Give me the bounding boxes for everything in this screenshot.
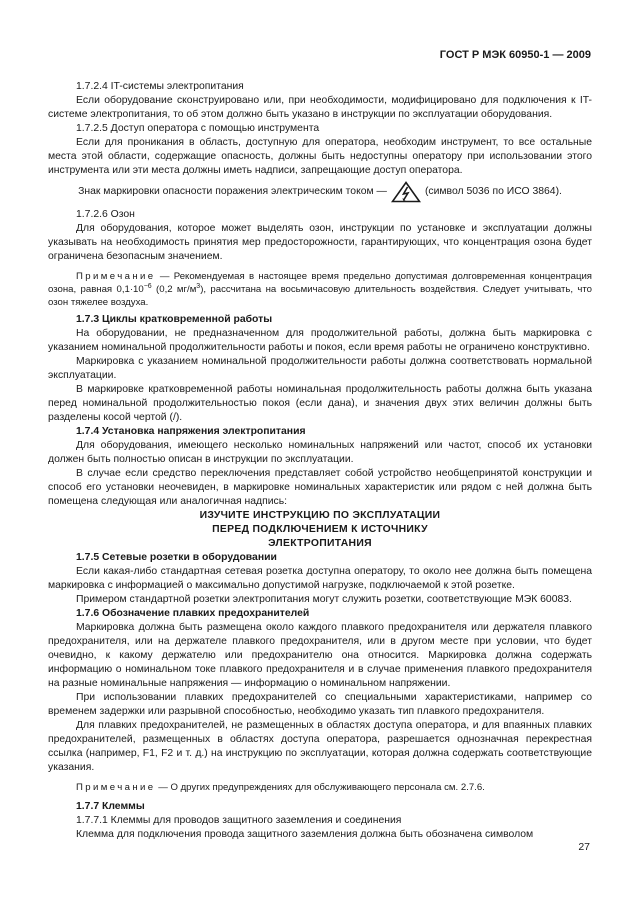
note-label: Примечание	[76, 782, 156, 793]
section-title-1-7-2-6: 1.7.2.6 Озон	[76, 209, 135, 220]
shock-sign-line	[48, 181, 592, 203]
section-title-1-7-3: 1.7.3 Циклы кратковременной работы	[76, 314, 273, 325]
note-maintenance: Примечание — О других предупреждениях для обслуживающего персонала см. 2.7.6.	[76, 782, 485, 793]
page-number: 27	[578, 841, 590, 853]
section-title-1-7-2-4: 1.7.2.4 IT-системы электропитания	[76, 81, 244, 92]
paragraph: Если какая-либо стандартная сетевая розетка доступна оператору, то около нее должна быть помещена маркировка с информацией о максимально допустимой нагрузке, подключаемой к этой розетке.	[48, 566, 592, 591]
section-title-1-7-7-1: 1.7.7.1 Клеммы для проводов защитного заземления и соединения	[76, 815, 402, 826]
sign-text-before: Знак маркировки опасности поражения электрическим током —	[78, 186, 387, 197]
warning-inscription-line: ПЕРЕД ПОДКЛЮЧЕНИЕМ К ИСТОЧНИКУ	[212, 524, 428, 535]
warning-inscription-line: ИЗУЧИТЕ ИНСТРУКЦИЮ ПО ЭКСПЛУАТАЦИИ	[199, 510, 441, 521]
paragraph: При использовании плавких предохранителей со специальными характеристиками, например со временем задержки или разрывной способностью, необходимо указать тип плавкого предохранителя.	[48, 692, 592, 717]
paragraph: Если оборудование сконструировано или, при необходимости, модифицировано для подключения к IT-системе электропитания, то об этом должно быть указано в инструкции по эксплуатации оборудования.	[48, 95, 592, 120]
note-ozone: Примечание — Рекомендуемая в настоящее время предельно допустимая долговременная концентрация озона, равная $0,1\cdot 10^{-6}$ (0,2 $мг/м^3$), рассчитана на восьмичасовую длительность воздействия. Следует учитывать, что озон тяжелее воздуха.	[48, 271, 592, 308]
section-title-1-7-5: 1.7.5 Сетевые розетки в оборудовании	[76, 552, 277, 563]
section-title-1-7-4: 1.7.4 Установка напряжения электропитания	[76, 426, 306, 437]
paragraph: Для оборудования, имеющего несколько номинальных напряжений или частот, способ их установки должен быть полностью описан в инструкции по эксплуатации.	[48, 440, 592, 465]
sign-text-after: (символ 5036 по ИСО 3864).	[424, 186, 562, 197]
paragraph: Для оборудования, которое может выделять озон, инструкции по установке и эксплуатации должны указывать на необходимость принятия мер предосторожности, гарантирующих, что концентрация озона будет ограничена безопасным значением.	[48, 223, 592, 262]
paragraph: На оборудовании, не предназначенном для продолжительной работы, должна быть маркировка с указанием номинальной продолжительности работы и покоя, если время работы не ограничено конструктивно.	[48, 328, 592, 353]
note-label: Примечание	[76, 271, 156, 282]
paragraph: В маркировке кратковременной работы номинальная продолжительность работы должна быть указана перед номинальной продолжительностью покоя (если дана), и значения двух этих величин должны быть разделены косой чертой (/).	[48, 384, 592, 423]
paragraph: Для плавких предохранителей, не размещенных в областях доступа оператора, и для впаянных плавких предохранителей, размещенных в областях доступа оператора, разрешается однозначная перекрестная ссылка (например, F1, F2 и т. д.) на инструкцию по эксплуатации, которая должна содержать соответствующие указания.	[48, 720, 592, 773]
section-title-1-7-2-5: 1.7.2.5 Доступ оператора с помощью инструмента	[76, 123, 320, 134]
paragraph: Клемма для подключения провода защитного заземления должна быть обозначена символом	[76, 829, 534, 840]
paragraph: Если для проникания в область, доступную для оператора, необходим инструмент, то все остальные места этой области, содержащие опасность, должны быть недоступны оператору при использовании этого инструмента или эти места должны иметь надписи, запрещающие доступ оператора.	[48, 137, 592, 176]
page-content	[48, 80, 592, 842]
warning-inscription-line: ЭЛЕКТРОПИТАНИЯ	[268, 538, 372, 549]
standard-header: ГОСТ Р МЭК 60950-1 — 2009	[439, 49, 591, 61]
paragraph: Маркировка должна быть размещена около каждого плавкого предохранителя или держателя плавкого предохранителя, или на держателе плавкого предохранителя, или в другом месте при условии, что будет очевидно, к какому держателю или предохранителю она относится. Маркировка должна содержать информацию о номинальном токе плавкого предохранителя и в случае применения плавкого предохранителя на разные номинальные напряжения — информацию о номинальном напряжении.	[48, 622, 592, 689]
paragraph: Маркировка с указанием номинальной продолжительности работы должна соответствовать нормальной эксплуатации.	[48, 356, 592, 381]
paragraph: В случае если средство переключения представляет собой устройство необщепринятой конструкции и способ его установки неочевиден, в маркировке номинальных характеристик или рядом с ней должна быть помещена следующая или аналогичная надпись:	[48, 468, 592, 507]
section-title-1-7-7: 1.7.7 Клеммы	[76, 801, 145, 812]
electric-shock-warning-icon	[391, 181, 421, 203]
paragraph: Примером стандартной розетки электропитания могут служить розетки, соответствующие МЭК 60083.	[76, 594, 572, 605]
section-title-1-7-6: 1.7.6 Обозначение плавких предохранителей	[76, 608, 310, 619]
